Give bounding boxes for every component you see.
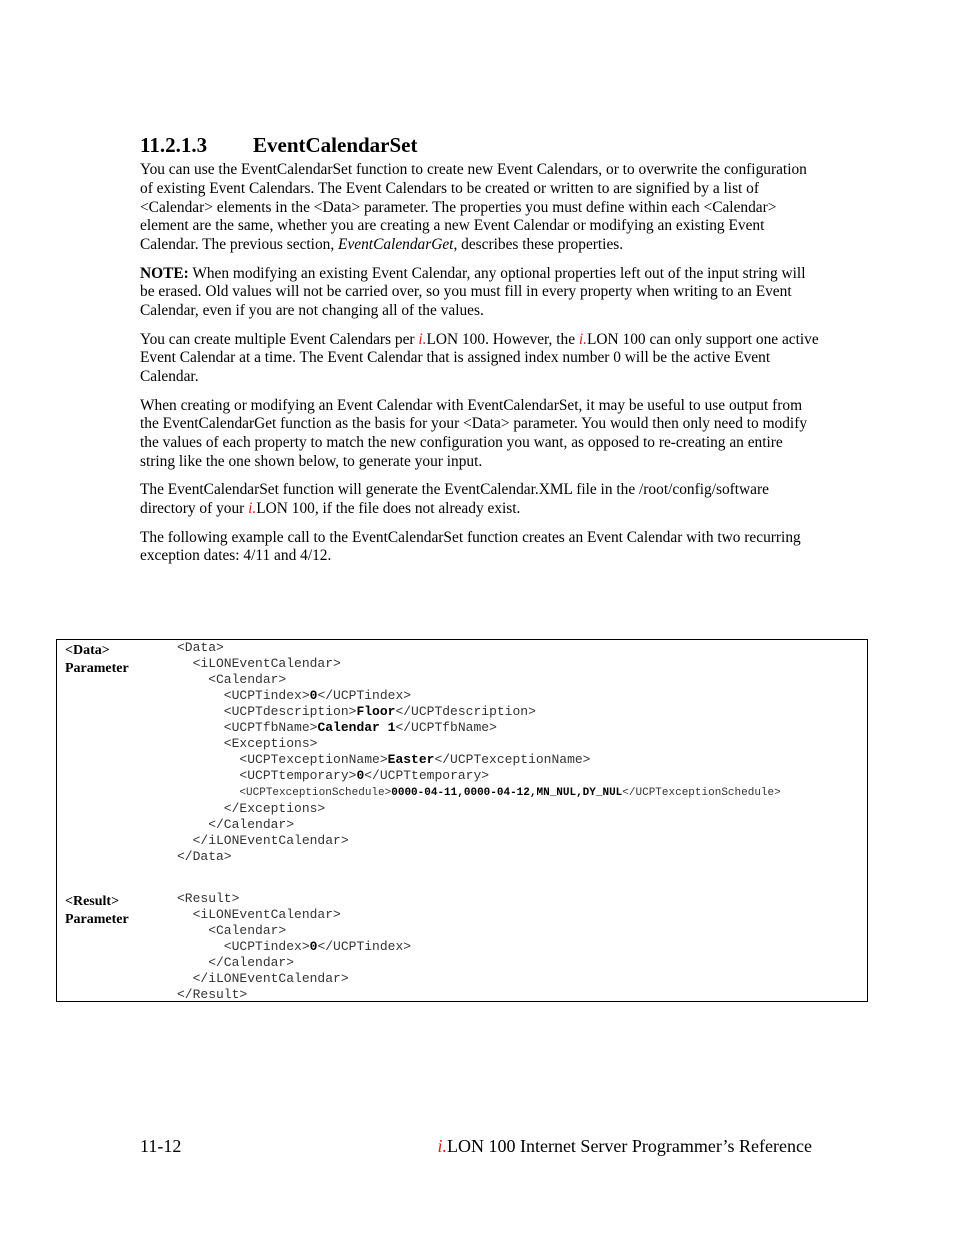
page-number: 11-12 [140,1136,182,1156]
code-line: <Calendar> [177,672,287,687]
code-line: <Data> [177,640,224,655]
i-prefix: i. [418,330,427,348]
i-prefix: i. [437,1136,447,1156]
paragraph-multiple: You can create multiple Event Calendars per i.LON 100. However, the i.LON 100 can only support one active Event Calendar at a time. The Event Calendar that is assigned index number 0 will be the active Event Calendar. [140,330,819,386]
code-line: </iLONEventCalendar> [177,833,349,848]
result-code-block [177,891,411,1003]
code-value: 0 [309,688,318,703]
code-line: <UCPTexceptionName>Easter</UCPTexceptionName> [177,752,591,767]
paragraph-modifying: When creating or modifying an Event Calendar with EventCalendarSet, it may be useful to use output from the EventCalendarGet function as the basis for your <Data> parameter. You would then only need to modify the values of each property to match the new configuration you want, as opposed to re-creating an entire string like the one shown below, to generate your input. [140,396,808,470]
code-line: <UCPTindex>0</UCPTindex> [177,939,412,954]
code-value: 0 [356,768,365,783]
paragraph-intro: You can use the EventCalendarSet function to create new Event Calendars, or to overwrite the configuration of existing Event Calendars. The Event Calendars to be created or written to are signified by a list of <Calendar> elements in the <Data> parameter. The properties you must define within each <Calendar> element are the same, whether you are creating a new Event Calendar or modifying an existing Event Calendar. The previous section, EventCalendarGet, describes these properties. [140,161,807,254]
section-number: 11.2.1.3 [140,133,208,157]
code-line: </iLONEventCalendar> [177,971,349,986]
code-line: <iLONEventCalendar> [177,656,341,671]
code-line: </Data> [177,849,232,864]
code-line: <UCPTfbName>Calendar 1</UCPTfbName> [177,720,497,735]
code-line: <Calendar> [177,923,287,938]
code-line: <iLONEventCalendar> [177,907,341,922]
section-title: EventCalendarSet [253,133,418,157]
code-value: 0 [309,939,318,954]
i-prefix: i. [248,500,257,518]
paragraph-note: NOTE: When modifying an existing Event Calendar, any optional properties left out of the input string will be erased. Old values will not be carried over, so you must fill in every property when writing to an Event Calendar, even if you are not changing all of the values. [140,264,806,320]
code-line: <UCPTindex>0</UCPTindex> [177,688,412,703]
data-code-block [177,640,781,865]
code-line: <Exceptions> [177,736,318,751]
paragraph-example: The following example call to the EventCalendarSet function creates an Event Calendar with two recurring exception dates: 4/11 and 4/12. [140,528,801,565]
code-line: <UCPTdescription>Floor</UCPTdescription> [177,704,536,719]
code-line: </Result> [177,987,248,1002]
code-value: 0000-04-11,0000-04-12,MN_NUL,DY_NUL [391,787,623,799]
code-value: Calendar 1 [317,720,396,735]
result-parameter-label: <Result> Parameter [65,894,129,927]
note-label: NOTE: [140,264,189,282]
code-line: </Calendar> [177,817,295,832]
code-line: <Result> [177,891,240,906]
example-table [56,639,868,1002]
data-parameter-label: <Data> Parameter [65,643,129,676]
code-line: </Exceptions> [177,801,326,816]
code-line: <UCPTtemporary>0</UCPTtemporary> [177,768,490,783]
body-text [140,161,820,576]
code-value: Floor [356,704,396,719]
paragraph-generate: The EventCalendarSet function will generate the EventCalendar.XML file in the /root/config/software directory of your i.LON 100, if the file does not already exist. [140,481,769,518]
code-value: Easter [387,752,435,767]
i-prefix: i. [578,330,588,348]
emphasis-eventcalendarget: EventCalendarGet [338,236,454,254]
code-line: </Calendar> [177,955,295,970]
footer-title: i.LON 100 Internet Server Programmer’s Reference [437,1136,812,1156]
code-line: <UCPTexceptionSchedule>0000-04-11,0000-04-12,MN_NUL,DY_NUL</UCPTexceptionSchedule> [239,787,781,799]
